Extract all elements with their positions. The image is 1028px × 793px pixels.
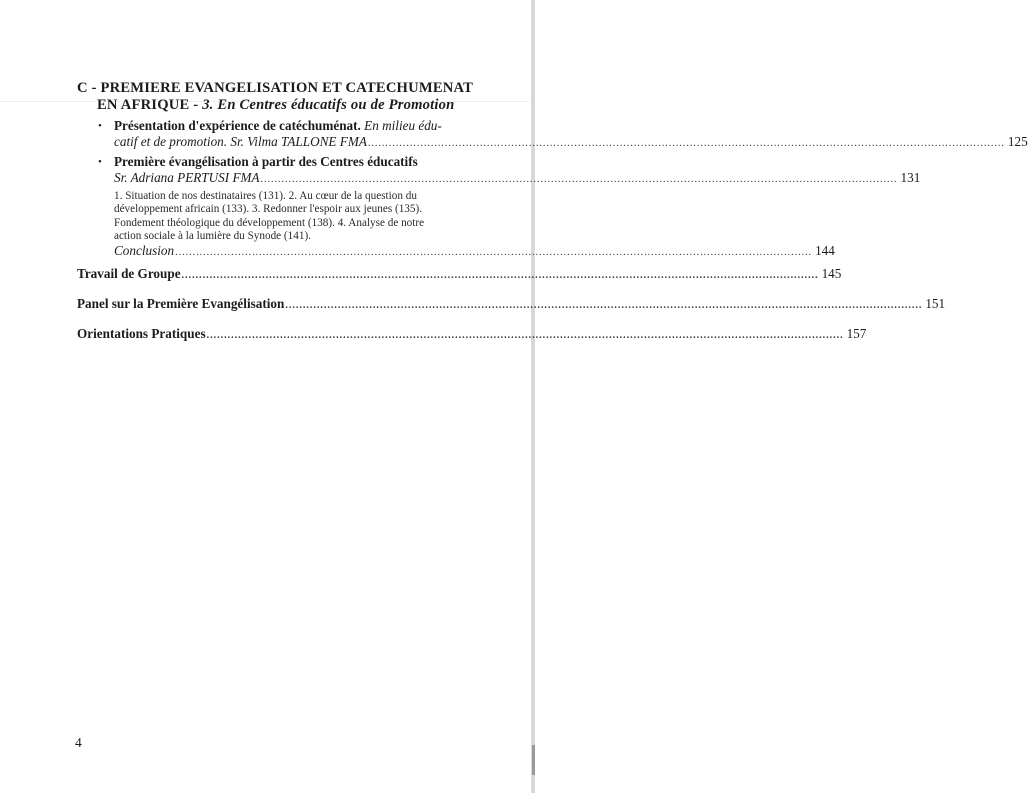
summary-line: action sociale à la lumière du Synode (141). (114, 229, 311, 242)
toc-entry-group-work (77, 266, 842, 284)
entry-page-number: 131 (900, 170, 921, 185)
page-folio: 4 (75, 735, 82, 750)
toc-entry (114, 118, 1028, 152)
section-letter: C (77, 80, 88, 96)
dot-leader: ...................................................................................................................................................................................... (181, 270, 819, 281)
dot-leader: ...................................................................................................................................................................................... (206, 330, 844, 341)
conclusion-page-number: 144 (815, 243, 835, 259)
bullet-icon: • (98, 156, 102, 168)
entry-title: Travail de Groupe (77, 266, 181, 281)
section-heading: C - PREMIERE EVANGELISATION ET CATECHUMENAT EN AFRIQUE - 3. En Centres éducatifs ou de Promotion (77, 80, 474, 113)
summary-line: Fondement théologique du développement (138). 4. Analyse de notre (114, 216, 425, 229)
section-title-line1: PREMIERE EVANGELISATION ET CATECHUMENAT (100, 80, 474, 96)
section-subtitle: 3. En Centres éducatifs ou de Promotion (202, 97, 455, 113)
entry-title: Première évangélisation à partir des Centres éducatifs (114, 154, 418, 169)
conclusion-label: Conclusion (114, 243, 175, 259)
entry-author-line2: catif et de promotion. Sr. Vilma TALLONE FMA (114, 134, 367, 149)
entry-page-number: 157 (846, 326, 867, 341)
summary-line: 1. Situation de nos destinataires (131). 2. Au cœur de la question du (114, 190, 417, 202)
section-title-line2: EN AFRIQUE (97, 97, 190, 113)
summary-line: développement africain (133). 3. Redonner l'espoir aux jeunes (135). (114, 203, 423, 216)
entry-title: Orientations Pratiques (77, 326, 206, 341)
dot-leader: ...................................................................................................................................................................................... (175, 247, 813, 259)
dot-leader: ...................................................................................................................................................................................... (285, 300, 923, 311)
entry-author-line1: En milieu édu- (364, 118, 442, 133)
bullet-icon: • (98, 120, 102, 132)
entry-page-number: 145 (821, 266, 842, 281)
entry-summary (114, 190, 454, 243)
page-edge (531, 0, 535, 793)
page-edge-mark (532, 745, 535, 775)
toc-entry-orientations (77, 326, 867, 344)
entry-page-number: 125 (1007, 134, 1028, 149)
entry-title: Présentation d'expérience de catéchuménat. (114, 118, 361, 133)
toc-entry (114, 154, 921, 261)
entry-author: Sr. Adriana PERTUSI FMA (114, 170, 260, 185)
toc-entry-panel (77, 296, 946, 314)
dot-leader: ...................................................................................................................................................................................... (260, 174, 898, 185)
entry-page-number: 151 (925, 296, 946, 311)
dot-leader: ...................................................................................................................................................................................... (367, 138, 1005, 149)
entry-title: Panel sur la Première Evangélisation (77, 296, 285, 311)
